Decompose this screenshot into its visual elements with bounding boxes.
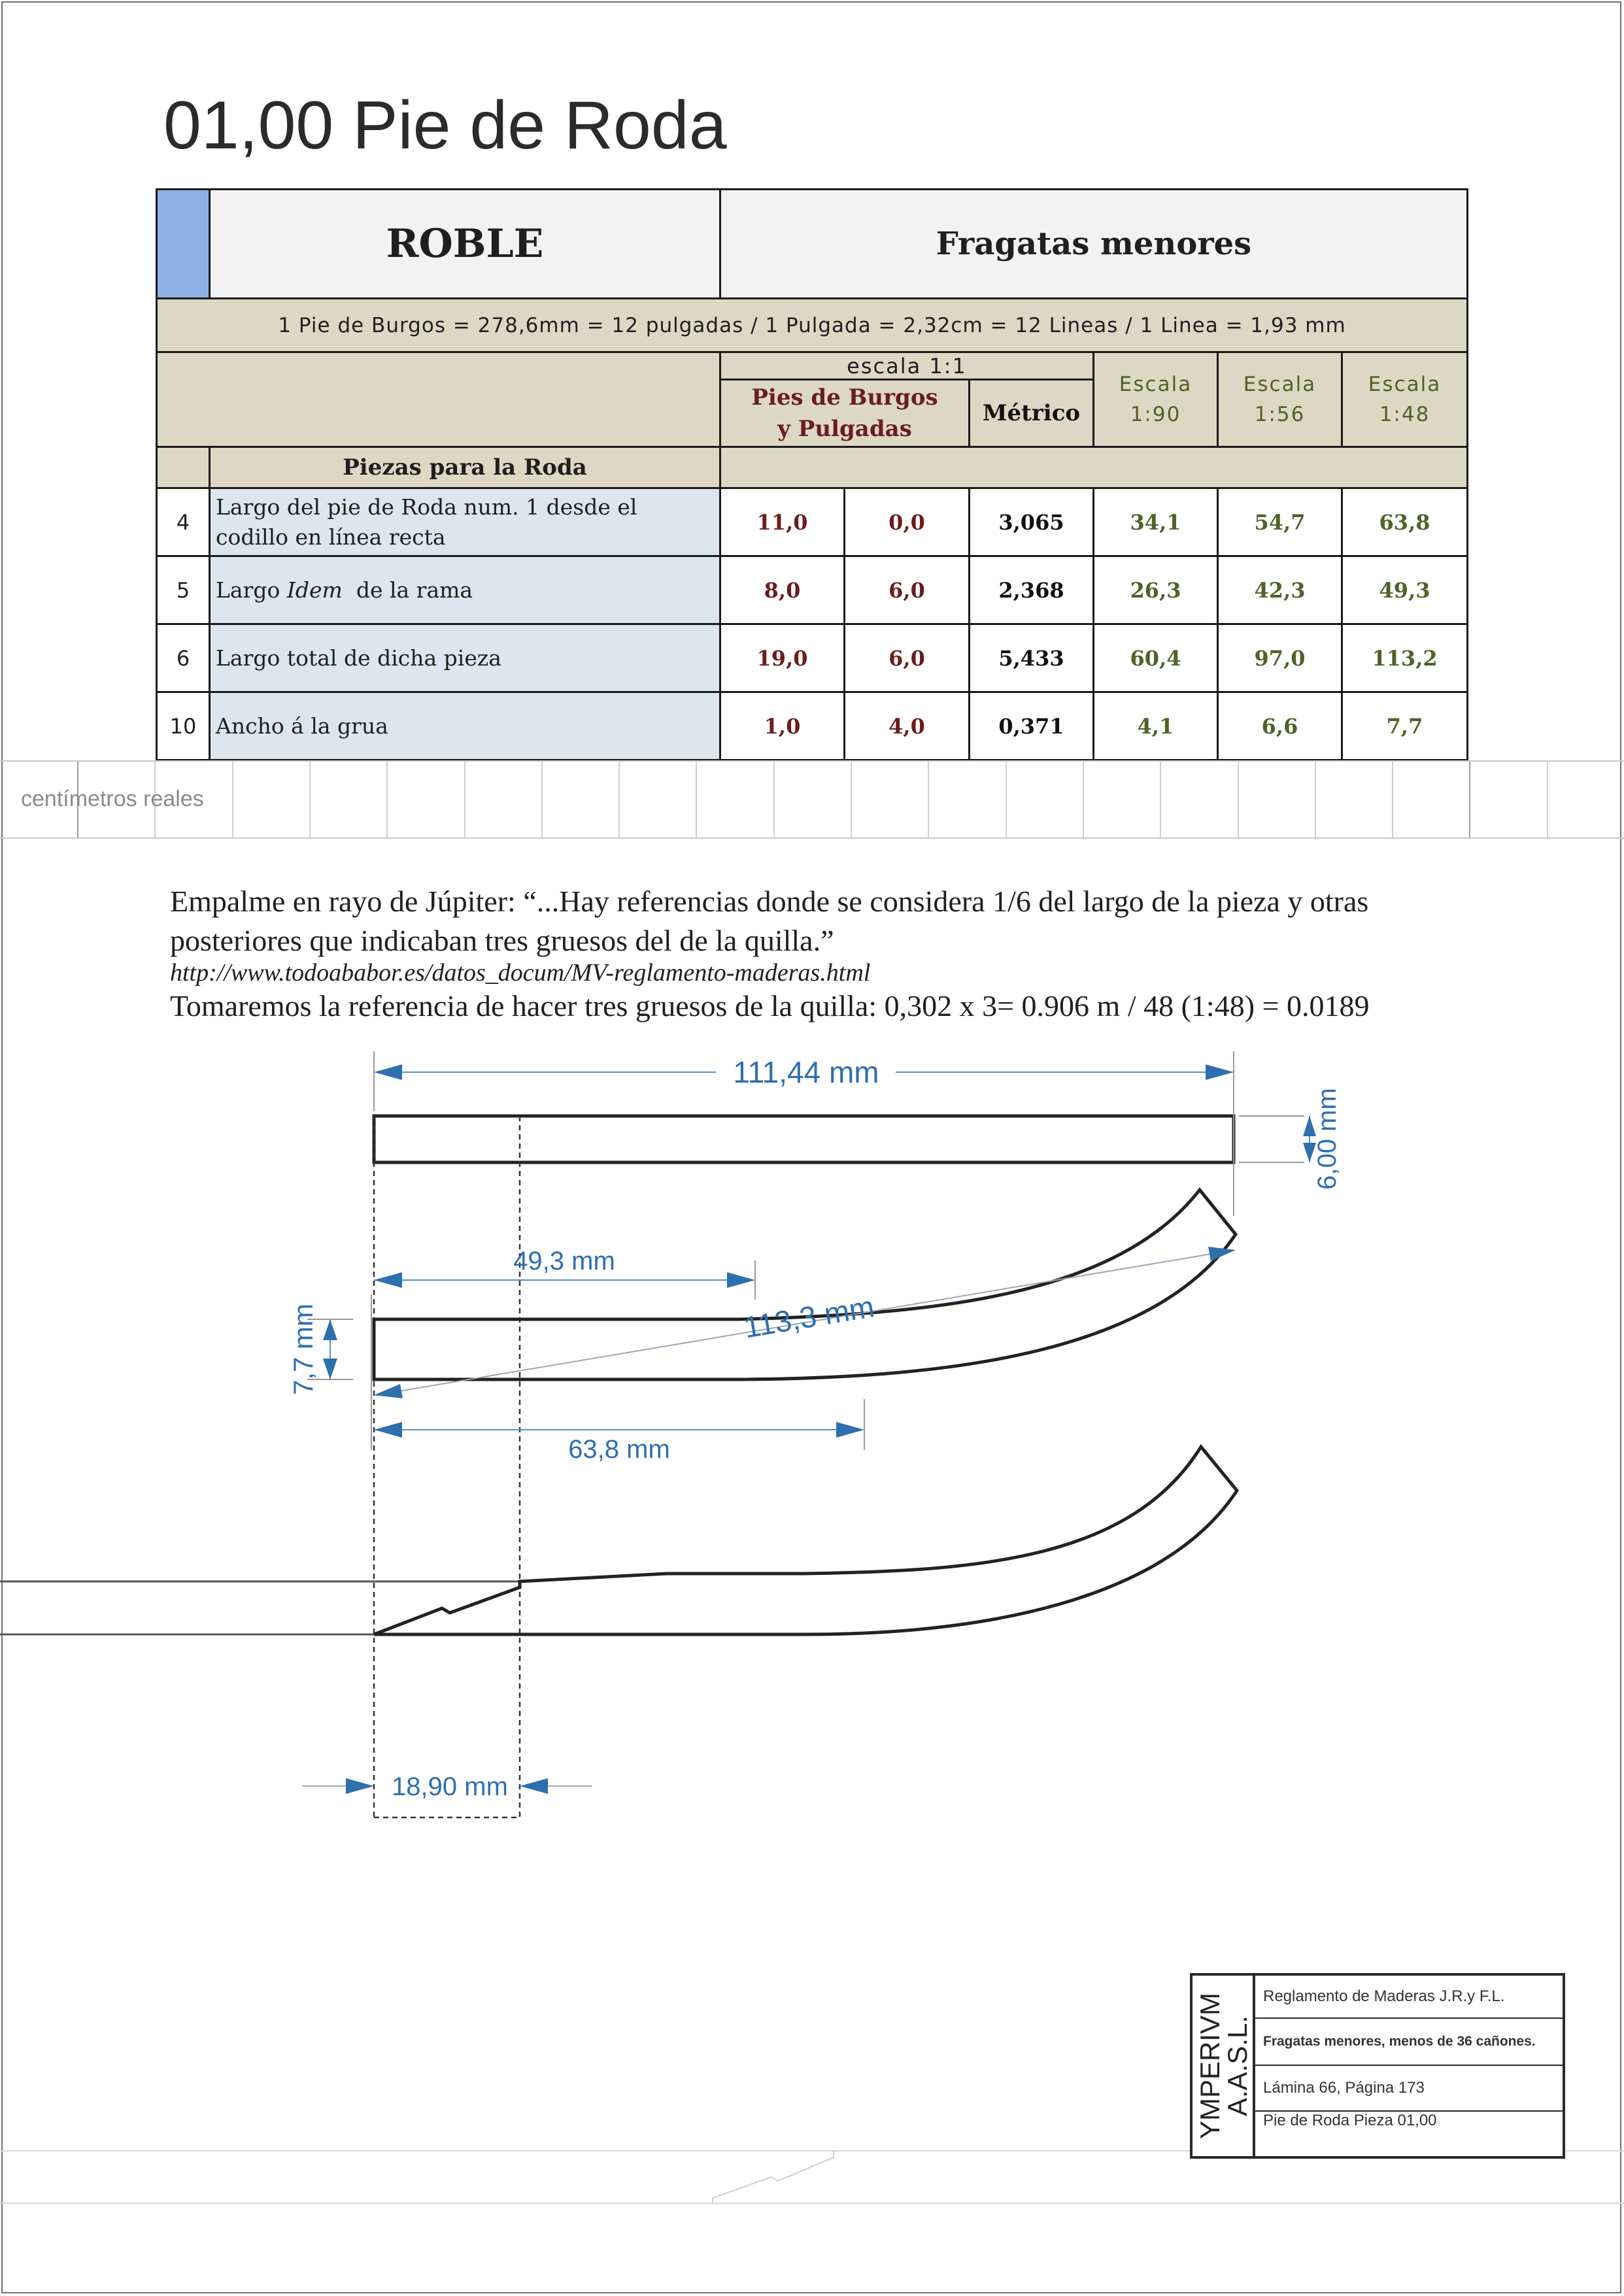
row-desc-post: de la rama <box>342 577 473 603</box>
conversion-text: 1 Pie de Burgos = 278,6mm = 12 pulgadas / 1 Pulgada = 2,32cm = 12 Lineas / 1 Linea = 1,93 mm <box>278 313 1346 337</box>
row-pulgadas-value: 0,0 <box>888 509 925 535</box>
arrowhead <box>346 1778 374 1794</box>
arrowhead <box>520 1778 548 1794</box>
arrowhead <box>1208 1247 1236 1261</box>
row-s56-value: 6,6 <box>1261 713 1298 739</box>
ship-class-label: Fragatas menores <box>936 226 1252 262</box>
row-desc-em: Idem <box>286 577 343 603</box>
material-label: ROBLE <box>386 221 544 267</box>
row-pies-value: 11,0 <box>756 509 808 535</box>
arrowhead <box>836 1422 864 1438</box>
company-line-1: YMPERIVM <box>1194 1992 1225 2140</box>
row-pies-value: 1,0 <box>764 713 801 739</box>
section-header-label: Piezas para la Roda <box>343 454 587 481</box>
dim-top-length: 111,44 mm <box>733 1055 879 1089</box>
row-num: 6 <box>176 645 190 671</box>
row-desc: Largo total de dicha pieza <box>216 645 501 671</box>
arrowhead <box>374 1064 402 1080</box>
row-num: 10 <box>169 713 197 739</box>
row-metrico-value: 0,371 <box>998 713 1064 739</box>
note-line-1: Empalme en rayo de Júpiter: “...Hay referencias donde se considera 1/6 del largo de la pieza y otras <box>170 885 1369 918</box>
ruler-label: centímetros reales <box>21 786 204 811</box>
scale-48-line1: Escala <box>1368 373 1442 396</box>
scale-56-line1: Escala <box>1243 373 1317 396</box>
row-num: 4 <box>176 509 190 535</box>
dim-thickness: 6,00 mm <box>1313 1088 1342 1190</box>
dim-straight: 63,8 mm <box>568 1435 670 1464</box>
row-metrico-value: 3,065 <box>998 509 1064 535</box>
title-block-row-3-text: Lámina 66, Página 173 <box>1263 2079 1425 2097</box>
row-s90-value: 26,3 <box>1130 577 1181 603</box>
bottom-faint-sketch <box>713 2151 834 2203</box>
arrowhead <box>374 1272 402 1288</box>
row-num: 5 <box>176 577 190 603</box>
scale-90-line1: Escala <box>1119 373 1193 396</box>
row-s56-value: 54,7 <box>1254 509 1306 535</box>
title-block-row-2 <box>1255 2019 1563 2066</box>
row-desc: Ancho á la grua <box>216 713 388 739</box>
title-block <box>1190 1973 1565 2159</box>
pies-header-label: Pies de Burgos y Pulgadas <box>751 384 938 442</box>
note-line-2: posteriores que indicaban tres gruesos del de la quilla.” <box>170 924 834 957</box>
row-desc: Largo del pie de Roda num. 1 desde el codillo en línea recta <box>216 494 637 550</box>
dim-width: 7,7 mm <box>288 1303 318 1396</box>
metrico-header-label: Métrico <box>982 400 1081 426</box>
scale-48-line2: 1:48 <box>1379 403 1430 426</box>
title-block-row-4 <box>1255 2112 1563 2138</box>
page-title: 01,00 Pie de Roda <box>163 88 727 163</box>
row-s48-value: 7,7 <box>1386 713 1423 739</box>
row-pulgadas-value: 4,0 <box>888 713 925 739</box>
row-s90-value: 60,4 <box>1130 645 1181 671</box>
note-line-4: Tomaremos la referencia de hacer tres gruesos de la quilla: 0,302 x 3= 0.906 m / 48 (1:48) = 0.0189 <box>170 989 1370 1022</box>
arrowhead <box>323 1319 337 1340</box>
assembled-piece-outline <box>374 1447 1237 1634</box>
title-block-row-3 <box>1255 2066 1563 2112</box>
title-block-company <box>1193 1976 1255 2156</box>
row-pulgadas-value: 6,0 <box>888 645 925 671</box>
row-pulgadas-value: 6,0 <box>888 577 925 603</box>
row-s90-value: 34,1 <box>1130 509 1181 535</box>
row-s56-value: 97,0 <box>1254 645 1306 671</box>
row-s90-value: 4,1 <box>1137 713 1174 739</box>
dim-scarf: 18,90 mm <box>392 1772 508 1801</box>
arrowhead <box>374 1384 403 1398</box>
title-block-row-1 <box>1255 1976 1563 2019</box>
row-metrico-value: 2,368 <box>998 577 1064 603</box>
row-pies-value: 8,0 <box>764 577 801 603</box>
row-s48-value: 113,2 <box>1372 645 1438 671</box>
arrowhead <box>323 1359 337 1379</box>
top-piece-outline <box>374 1116 1234 1162</box>
arrowhead <box>1206 1064 1234 1080</box>
dim-diagonal: 113,3 mm <box>741 1289 877 1345</box>
row-s48-value: 63,8 <box>1379 509 1430 535</box>
note-url: http://www.todoababor.es/datos_docum/MV-reglamento-maderas.html <box>170 959 871 987</box>
title-block-row-2-text: Fragatas menores, menos de 36 cañones. <box>1263 2034 1536 2049</box>
dim-branch: 49,3 mm <box>513 1247 615 1275</box>
arrowhead <box>374 1422 402 1438</box>
row-metrico-value: 5,433 <box>998 645 1064 671</box>
curved-piece-outline <box>374 1190 1236 1379</box>
title-block-row-4-text: Pie de Roda Pieza 01,00 <box>1263 2112 1437 2129</box>
row-s48-value: 49,3 <box>1379 577 1430 603</box>
title-block-row-1-text: Reglamento de Maderas J.R.y F.L. <box>1263 1987 1505 2005</box>
scale-56-line2: 1:56 <box>1254 403 1306 426</box>
scale-1-1-label: escala 1:1 <box>847 353 967 379</box>
row-s56-value: 42,3 <box>1254 577 1306 603</box>
row-pies-value: 19,0 <box>756 645 808 671</box>
row-desc-pre: Largo <box>216 577 287 603</box>
scale-90-line2: 1:90 <box>1130 403 1181 426</box>
company-name <box>1196 1993 1251 2139</box>
company-line-2: A.A.S.L. <box>1222 2015 1253 2117</box>
arrowhead <box>727 1272 755 1288</box>
